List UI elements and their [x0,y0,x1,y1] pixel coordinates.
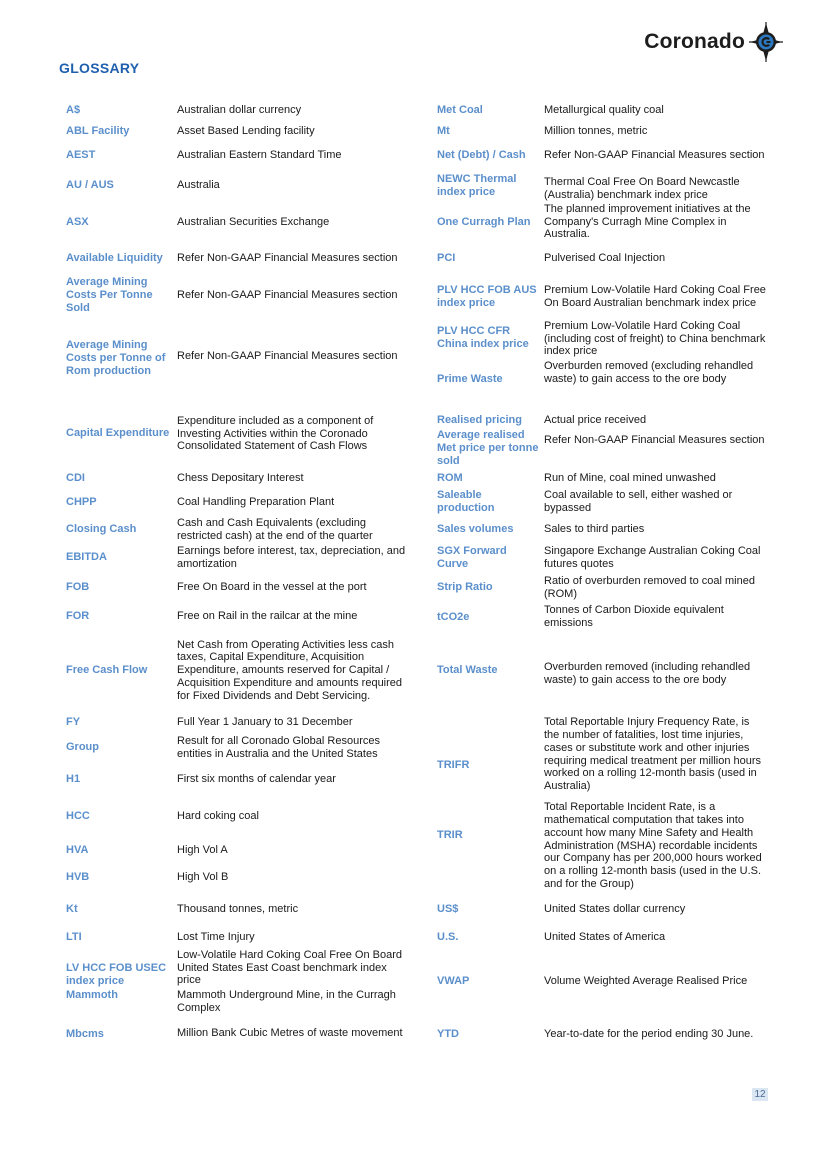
definition-text: Volume Weighted Average Realised Price [544,974,748,987]
definition-text: Million Bank Cubic Metres of waste movement [177,1027,403,1040]
glossary-term-cdi [66,471,174,485]
definition-text: Actual price received [544,413,647,426]
glossary-definition-average-realised-met-price-per-tonne-sold [544,427,766,454]
glossary-term-u-s [437,930,539,944]
glossary-term-total-waste [437,663,539,677]
definition-text: Pulverised Coal Injection [544,251,666,264]
term-label: CHPP [66,495,97,508]
term-label: Mbcms [66,1027,104,1040]
term-label: YTD [437,1027,459,1040]
glossary-term-sgx-forward-curve [437,544,539,571]
term-label: LV HCC FOB USEC index price [66,961,167,987]
definition-text: United States of America [544,930,666,943]
glossary-definition-newc-thermal-index-price [544,175,766,202]
glossary-term-strip-ratio [437,574,539,601]
glossary-definition-h1 [177,772,409,786]
term-label: TRIR [437,828,463,841]
term-label: Prime Waste [437,372,503,385]
definition-text: Ratio of overburden removed to coal mined (ROM) [544,574,755,600]
term-label: Realised pricing [437,413,522,426]
term-label: tCO2e [437,611,470,623]
glossary-definition-trir [544,800,766,892]
glossary-term-newc-thermal-index-price [437,172,539,199]
definition-text: Thousand tonnes, metric [177,902,299,915]
term-label: Strip Ratio [437,581,493,593]
term-label: NEWC Thermal index price [437,172,517,198]
definition-text: Refer Non-GAAP Financial Measures section [177,288,398,301]
term-label: TRIFR [437,758,470,771]
glossary-definition-net-debt-cash [544,142,766,169]
glossary-definition-realised-pricing [544,413,766,427]
glossary-definition-hvb [177,870,409,884]
definition-text: Refer Non-GAAP Financial Measures section [544,149,765,162]
term-label: HVA [66,843,89,856]
glossary-definition-cdi [177,471,409,485]
glossary-definition-plv-hcc-fob-aus-index-price [544,277,766,317]
term-label: ABL Facility [66,124,130,137]
glossary-definition-aest [177,148,409,162]
glossary-definition-trifr [544,715,766,794]
definition-text: Cash and Cash Equivalents (excluding restricted cash) at the end of the quarter [177,516,373,542]
term-label: One Curragh Plan [437,215,531,228]
glossary-term-pci [437,251,539,265]
glossary-term-available-liquidity [66,245,174,272]
brand-name: Coronado [644,30,745,53]
definition-text: Australian Securities Exchange [177,215,330,228]
glossary-term-average-mining-costs-per-tonne-of-rom-production [66,331,174,386]
compass-c-logo-icon [749,22,783,62]
definition-text: Result for all Coronado Global Resources entities in Australia and the United States [177,734,380,760]
definition-text: Coal Handling Preparation Plant [177,495,335,508]
glossary-term-group [66,734,174,761]
glossary-definition-one-curragh-plan [544,202,766,242]
glossary-term-realised-pricing [437,413,539,427]
glossary-term-hcc [66,809,174,823]
glossary-term-mbcms [66,1027,174,1041]
definition-text: Sales to third parties [544,522,645,535]
glossary-definition-met-coal [544,103,766,117]
glossary-definition-hva [177,843,409,857]
definition-text: Coal available to sell, either washed or bypassed [544,488,733,514]
definition-text: United States dollar currency [544,902,686,915]
glossary-term-saleable-production [437,488,539,515]
definition-text: Low-Volatile Hard Coking Coal Free On Board United States East Coast benchmark index price [177,948,403,987]
definition-text: Refer Non-GAAP Financial Measures section [544,434,765,447]
glossary-definition-sgx-forward-curve [544,544,766,571]
term-label: Average Mining Costs per Tonne of Rom production [66,339,166,377]
definition-text: Run of Mine, coal mined unwashed [544,471,716,484]
definition-text: Earnings before interest, tax, depreciation, and amortization [177,544,406,570]
definition-text: Refer Non-GAAP Financial Measures section [177,350,398,363]
definition-text: Singapore Exchange Australian Coking Coal futures quotes [544,544,761,570]
term-label: Group [66,741,99,753]
glossary-definition-mbcms [177,1020,409,1047]
glossary-term-sales-volumes [437,522,539,536]
glossary-term-trifr [437,740,539,790]
term-label: Mt [437,124,450,137]
term-label: Met Coal [437,103,483,116]
term-label: AU / AUS [66,178,114,191]
definition-text: High Vol A [177,843,228,856]
glossary-term-met-coal [437,103,539,117]
glossary-definition-capital-expenditure [177,414,409,454]
glossary-term-ytd [437,1027,539,1041]
glossary-term-trir [437,810,539,860]
glossary-term-capital-expenditure [66,413,174,453]
term-label: FY [66,715,81,728]
glossary-term-lti [66,930,174,944]
glossary-definition-total-waste [544,660,766,687]
definition-text: Overburden removed (including rehandled waste) to gain access to the ore body [544,660,751,686]
term-label: Sales volumes [437,522,514,535]
definition-text: Australian Eastern Standard Time [177,148,342,161]
glossary-term-us [437,902,539,916]
definition-text: Total Reportable Incident Rate, is a mathematical computation that takes into account how many Mine Safety and Health Administration (MSHA) recordable incidents our Company has per 200,000 hours worked on a rolling 12-month basis (used in the U.S. and for the Group) [544,801,762,890]
glossary-term-tco2e [437,604,539,631]
term-label: ASX [66,215,89,228]
glossary-term-fy [66,715,174,729]
definition-text: Australia [177,178,220,191]
definition-text: Total Reportable Injury Frequency Rate, is the number of fatalities, lost time injuries, cases or substitute work and other injuries requiring medical treatment per million hours worked on a rolling 12-month basis (used in Australia) [544,716,762,793]
definition-text: Chess Depositary Interest [177,471,304,484]
term-label: PLV HCC CFR China index price [437,325,529,350]
glossary-definition-fy [177,715,409,729]
glossary-definition-plv-hcc-cfr-china-index-price [544,319,766,359]
glossary-term-plv-hcc-fob-aus-index-price [437,277,539,317]
glossary-term-mt [437,124,539,138]
definition-text: High Vol B [177,870,229,883]
term-label: Closing Cash [66,523,137,535]
term-label: Mammoth [66,988,118,1001]
glossary-term-a [66,103,174,117]
term-label: EBITDA [66,551,107,563]
glossary-definition-lti [177,930,409,944]
glossary-definition-tco2e [544,603,766,630]
glossary-term-for [66,609,174,623]
term-label: A$ [66,103,81,116]
glossary-definition-average-mining-costs-per-tonne-sold [177,288,409,302]
glossary-definition-mt [544,124,766,138]
glossary-definition-us [544,902,766,916]
definition-text: Million tonnes, metric [544,124,648,137]
term-label: CDI [66,471,85,484]
glossary-definition-hcc [177,809,409,823]
glossary-term-mammoth [66,988,174,1002]
glossary-term-net-debt-cash [437,142,539,169]
glossary-term-free-cash-flow [66,631,174,710]
term-label: Saleable production [437,488,495,514]
glossary-definition-saleable-production [544,488,766,515]
definition-text: Lost Time Injury [177,930,255,943]
term-label: Kt [66,902,78,915]
glossary-term-rom [437,471,539,485]
glossary-definition-kt [177,902,409,916]
glossary-term-aest [66,148,174,162]
definition-text: Net Cash from Operating Activities less cash taxes, Capital Expenditure, Acquisition Expenditure, amounts reserved for Capital / Acquisition Expenditure and amounts required for Fixed Dividends and Debt Servicing. [177,638,403,702]
definition-text: Mammoth Underground Mine, in the Curragh Complex [177,988,396,1014]
glossary-term-plv-hcc-cfr-china-index-price [437,318,539,358]
definition-text: Premium Low-Volatile Hard Coking Coal Free On Board Australian benchmark index price [544,284,766,309]
glossary-term-prime-waste [437,359,539,399]
glossary-definition-ebitda [177,544,409,571]
glossary-term-asx [66,215,174,229]
definition-text: Overburden removed (excluding rehandled waste) to gain access to the ore body [544,359,754,385]
glossary-term-hva [66,843,174,857]
glossary-definition-ytd [544,1027,766,1041]
glossary-definition-sales-volumes [544,522,766,536]
glossary-definition-chpp [177,495,409,509]
glossary-definition-mammoth [177,988,409,1015]
glossary-definition-fob [177,580,409,594]
term-label: SGX Forward Curve [437,544,507,570]
term-label: Free Cash Flow [66,664,148,676]
definition-text: Refer Non-GAAP Financial Measures section [177,251,398,264]
definition-text: Free on Rail in the railcar at the mine [177,609,358,622]
page-title: GLOSSARY [59,60,140,76]
definition-text: The planned improvement initiatives at the Company's Curragh Mine Complex in Australia. [544,202,751,241]
term-label: FOB [66,580,90,593]
glossary-definition-asx [177,215,409,229]
term-label: ROM [437,471,463,484]
glossary-term-closing-cash [66,516,174,543]
glossary-definition-a [177,103,409,117]
glossary-term-kt [66,902,174,916]
glossary-definition-abl-facility [177,124,409,138]
definition-text: Hard coking coal [177,809,259,822]
glossary-definition-strip-ratio [544,574,766,601]
term-label: Net (Debt) / Cash [437,149,526,161]
glossary-term-ebitda [66,544,174,571]
term-label: Capital Expenditure [66,426,170,439]
glossary-term-chpp [66,495,174,509]
glossary-definition-pci [544,251,766,265]
glossary-definition-rom [544,471,766,485]
term-label: FOR [66,609,90,622]
glossary-term-h1 [66,772,174,786]
glossary-term-lv-hcc-fob-usec-index-price [66,961,174,988]
term-label: VWAP [437,974,470,987]
term-label: Total Waste [437,663,498,676]
definition-text: Free On Board in the vessel at the port [177,580,367,593]
definition-text: Premium Low-Volatile Hard Coking Coal (including cost of freight) to China benchmark index price [544,319,766,358]
term-label: AEST [66,148,96,161]
glossary-term-average-mining-costs-per-tonne-sold [66,275,174,315]
term-label: H1 [66,772,81,785]
definition-text: Full Year 1 January to 31 December [177,715,353,728]
term-label: Available Liquidity [66,252,163,264]
glossary-definition-closing-cash [177,516,409,543]
term-label: Average Mining Costs Per Tonne Sold [66,275,153,314]
definition-text: Year-to-date for the period ending 30 June. [544,1027,754,1040]
definition-text: First six months of calendar year [177,772,336,785]
glossary-term-vwap [437,974,539,988]
glossary-term-one-curragh-plan [437,202,539,242]
glossary-definition-lv-hcc-fob-usec-index-price [177,948,409,988]
definition-text: Tonnes of Carbon Dioxide equivalent emissions [544,603,724,629]
definition-text: Metallurgical quality coal [544,103,664,116]
term-label: US$ [437,902,459,915]
term-label: PLV HCC FOB AUS index price [437,284,537,309]
glossary-definition-vwap [544,974,766,988]
glossary-definition-for [177,609,409,623]
glossary-term-au-aus [66,178,174,192]
coronado-logo [644,22,783,62]
glossary-definition-average-mining-costs-per-tonne-of-rom-production [177,343,409,370]
definition-text: Asset Based Lending facility [177,124,315,137]
glossary-definition-available-liquidity [177,251,409,265]
term-label: LTI [66,930,82,943]
term-label: HCC [66,809,90,822]
page-number: 12 [752,1088,768,1101]
glossary-term-fob [66,580,174,594]
glossary-term-average-realised-met-price-per-tonne-sold [437,428,539,468]
term-label: PCI [437,251,456,264]
glossary-definition-group [177,734,409,761]
definition-text: Australian dollar currency [177,103,302,116]
definition-text: Expenditure included as a component of Investing Activities within the Coronado Consolidated Statement of Cash Flows [177,414,374,453]
term-label: Average realised Met price per tonne sold [437,428,539,467]
term-label: HVB [66,870,90,883]
glossary-definition-au-aus [177,178,409,192]
term-label: U.S. [437,930,459,943]
glossary-definition-u-s [544,930,766,944]
glossary-term-abl-facility [66,124,174,138]
glossary-definition-prime-waste [544,359,766,386]
definition-text: Thermal Coal Free On Board Newcastle (Australia) benchmark index price [544,175,740,201]
glossary-definition-free-cash-flow [177,631,409,710]
glossary-term-hvb [66,870,174,884]
